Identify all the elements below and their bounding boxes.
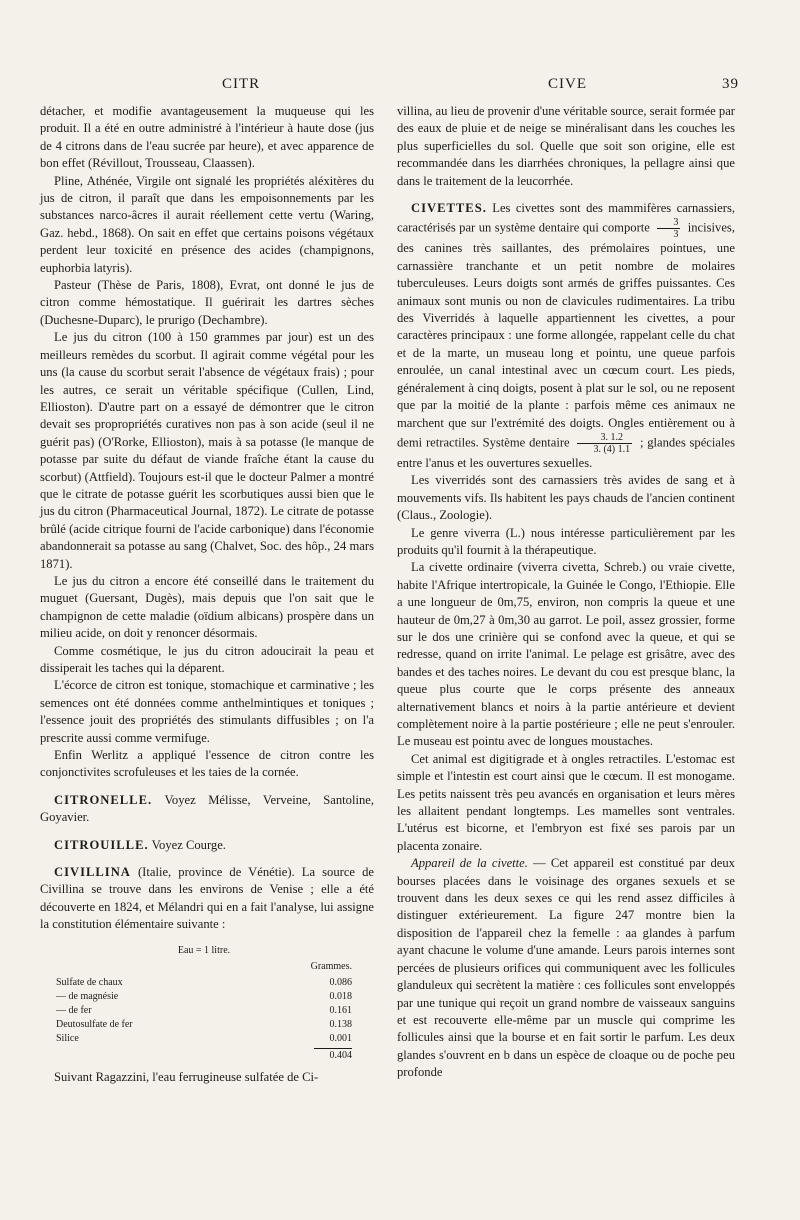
table-row xyxy=(56,990,352,1004)
entry-text: Voyez Courge. xyxy=(151,837,226,852)
table-cell-name: Deutosulfate de fer xyxy=(56,1018,133,1030)
left-column xyxy=(40,103,374,1086)
table-row xyxy=(56,976,352,990)
table-caption: Eau = 1 litre. xyxy=(177,944,231,956)
entry-text: (Italie, province de Vénétie). La source de Civillina se trouve dans les environs de Venise ; elle a été découverte en 1824, et Mélandri qui en a fait l'analyse, lui assigne la constitution élémentaire suivante : xyxy=(40,865,374,932)
paragraph: L'écorce de citron est tonique, stomachique et carminative ; les semences ont été données comme anthelmintiques et toniques ; l'essence jouit des propriétés des stimulants diffusibles ; on l'a prescrite aussi comme vermifuge. xyxy=(40,678,374,745)
mineral-analysis-table xyxy=(56,944,352,1063)
table-cell-value: 0.138 xyxy=(329,1018,352,1030)
entry-citrouille xyxy=(40,837,374,854)
fraction-numerator: 3. 1.2 xyxy=(577,432,632,444)
entry-heading: CIVILLINA xyxy=(54,865,131,880)
paragraph: Comme cosmétique, le jus du citron adoucirait la peau et dissiperait les taches qui la déparent. xyxy=(40,643,374,675)
paragraph: Enfin Werlitz a appliqué l'essence de citron contre les conjonctivites scrofuleuses et les taies de la cornée. xyxy=(40,748,374,780)
paragraph: Pasteur (Thèse de Paris, 1808), Evrat, ont donné le jus de citron comme hémostatique. Il guérirait les dartres sèches (Duchesne-Duparc), le prurigo (Dechambre). xyxy=(40,278,374,327)
entry-text: ; glandes spéciales entre l'anus et les ouvertures sexuelles. xyxy=(397,435,735,470)
entry-heading: CITROUILLE. xyxy=(54,837,149,852)
table-cell-value: 0.001 xyxy=(329,1032,352,1044)
table-cell-value: 0.018 xyxy=(329,990,352,1002)
paragraph: Les viverridés sont des carnassiers très avides de sang et à mouvements vifs. Ils habitent les pays chauds de l'ancien continent (Claus., Zoologie). xyxy=(397,473,735,523)
running-head-left: CITR xyxy=(222,76,261,92)
paragraph: villina, au lieu de provenir d'une véritable source, serait formée par des eaux de pluie et de neige se minéralisant dans les couches les plus superficielles du sol. Quelle que soit son origine, elle est recommandée dans les diarrhées chroniques, la pellagre ainsi que dans le traitement de la leucorrhée. xyxy=(397,104,735,188)
dental-formula-fraction xyxy=(577,432,632,455)
paragraph: Pline, Athénée, Virgile ont signalé les propriétés aléxitères du jus de citron, il paraît que dans les empoisonnements par les substances narco-âcres il aurait réellement cette vertu (Waring, Gaz. hebd., 1868). On sait en effet que certains poisons végétaux perdent leur toxicité en présence des acides (champignons, euphorbia latyris). xyxy=(40,173,374,275)
paragraph: Le jus du citron a encore été conseillé dans le traitement du muguet (Guersant, Dugès), mais depuis que l'on sait que le champignon de cette maladie (oïdium albicans) prospère dans un milieu acide, on doit y renoncer désormais. xyxy=(40,573,374,641)
entry-heading: CIVETTES. xyxy=(411,201,487,216)
subsection-title: Appareil de la civette. xyxy=(411,856,528,871)
table-row xyxy=(56,1004,352,1018)
page-number: 39 xyxy=(722,76,739,92)
table-row xyxy=(56,1018,352,1032)
entry-text: Les civettes sont des mammifères carnassiers, caractérisés par un système dentaire qui comporte xyxy=(397,201,735,235)
table-cell-name: Sulfate de chaux xyxy=(56,976,123,988)
table-total: 0.404 xyxy=(314,1048,352,1063)
paragraph: Suivant Ragazzini, l'eau ferrugineuse sulfatée de Ci- xyxy=(54,1069,319,1084)
table-cell-name: — de magnésie xyxy=(56,990,119,1002)
entry-text: Voyez Mélisse, Verveine, Santoline, Goyavier. xyxy=(40,792,374,825)
right-column xyxy=(397,103,735,1082)
table-cell-value: 0.161 xyxy=(329,1004,352,1016)
entry-heading: CITRONELLE. xyxy=(54,792,153,807)
fraction-numerator: 3 xyxy=(657,217,680,229)
table-cell-name: Silice xyxy=(56,1032,79,1044)
fraction-denominator: 3 xyxy=(673,229,679,241)
table-row xyxy=(56,1032,352,1046)
running-head-right: CIVE xyxy=(548,76,587,92)
entry-text: incisives, des canines très saillantes, des prémolaires pointues, une carnassière tranchante et un petit nombre de molaires tuberculeuses. Leurs doigts sont armés de griffes puissantes. Ces animaux sont munis ou non de clavicules rudimentaires. La tribu des Viverridés à laquelle appartiennent les civettes, a pour caractères principaux : une forme allongée, rappelant celle du chat et de la marte, un museau long et pointu, une queue parfois enroulée, un canal intestinal avec un cœcum court. Les pieds, généralement à cinq doigts, posent à plat sur le sol, ou ne reposent que par la moitié de la plante : parfois même ces animaux ne marchent que sur l'extrémité des doigts. Ongles entièrement ou à demi retractiles. Système dentaire xyxy=(397,220,735,450)
paragraph: Le jus du citron (100 à 150 grammes par jour) est un des meilleurs remèdes du scorbut. Il agirait comme végétal pour les uns (la cause du scorbut serait l'absence de végétaux frais) ; pour les autres, ce serait un véritable spécifique (Cullen, Lind, Ellioston). D'autre part on a essayé de démontrer que le citron devait ses propropriétés curatives non pas à son acide (seul il ne guérit pas) (O'Rorke, Ellioston), mais à sa potasse (le manque de potasse par suite du défaut de viande fraîche étant la cause du scorbut) (Attfield). Toujours est-il que le docteur Palmer a montré que le citrate de potasse guérit les scorbutiques aussi bien que le jus du citron (Pharmaceutical Journal, 1872). Le citrate de potasse brûlé (acide citrique fourni de l'acide carbonique) dans l'économie abandonnerait sa potasse au sang (Chalvet, Soc. des hôp., 24 mars 1871). xyxy=(40,330,374,571)
paragraph: Le genre viverra (L.) nous intéresse particulièrement par les produits qu'il fournit à la thérapeutique. xyxy=(397,525,735,557)
table-cell-name: — de fer xyxy=(56,1004,92,1016)
paragraph: détacher, et modifie avantageusement la muqueuse qui les produit. Il a été en outre administré à l'intérieur à haute dose (jus de 4 citrons dans de l'eau sucrée par heure), et avec apparence de bon effet (Révillout, Trousseau, Claassen). xyxy=(40,104,374,171)
dental-formula-fraction xyxy=(657,217,680,240)
paragraph-text: — Cet appareil est constitué par deux bourses placées dans le voisinage des organes sexuels et se trouvent dans les deux sexes ce qui les rend assez difficiles à distinguer extérieurement. La figure 247 montre bien la disposition de l'appareil chez la femelle : aa glandes à parfum ayant chacune le volume d'une amande. Leurs parois internes sont percées de plusieurs orifices qui communiquent avec les follicules glanduleux qui secrètent la matière : ces follicules sont enveloppés par une tunique qui reçoit un grand nombre de vaisseaux sanguins et est recouverte elle-même par un muscle qui comprime les follicules ainsi que la bourse et en fait sortir le parfum. Les deux glandes s'ouvrent en b dans un espèce de cloaque ou de poche peu profonde xyxy=(397,856,735,1080)
entry-citronelle xyxy=(40,792,374,827)
fraction-denominator: 3. (4) 1.1 xyxy=(593,443,631,455)
entry-civillina xyxy=(40,864,374,934)
table-cell-value: 0.086 xyxy=(329,976,352,988)
paragraph xyxy=(397,855,735,1081)
paragraph: La civette ordinaire (viverra civetta, Schreb.) ou vraie civette, habite l'Afrique intertropicale, la Guinée le Congo, l'Ethiopie. Elle a une longueur de 0m,75, environ, non compris la queue et une hauteur de 0m,27 à 0m,30 au garrot. Le poil, assez grossier, forme sur le dos une crinière qui se confond avec la queue, et qui se redresse, quand on irrite l'animal. Le pelage est grisâtre, avec des bandes et des taches noires. Le devant du cou est presque blanc, la queue plus courte que le corps présente des anneaux alternativement blancs et noirs à la partie antérieure et devient complètement noire à la partie postérieure ; elle ne peut s'enrouler. Le museau est pointu avec de longues moustaches. xyxy=(397,560,735,749)
entry-civettes xyxy=(397,200,735,472)
paragraph: Cet animal est digitigrade et à ongles retractiles. L'estomac est simple et l'intestin est court ainsi que le cœcum. Il est monogame. Les petits naissent très peu avancés en organisation et leurs mères les allaitent pendant longtemps. Les mamelles sont ventrales. L'utérus est bicorne, et l'embryon est fixé ses parois par un placenta zonaire. xyxy=(397,751,735,853)
table-unit: Grammes. xyxy=(310,960,352,972)
